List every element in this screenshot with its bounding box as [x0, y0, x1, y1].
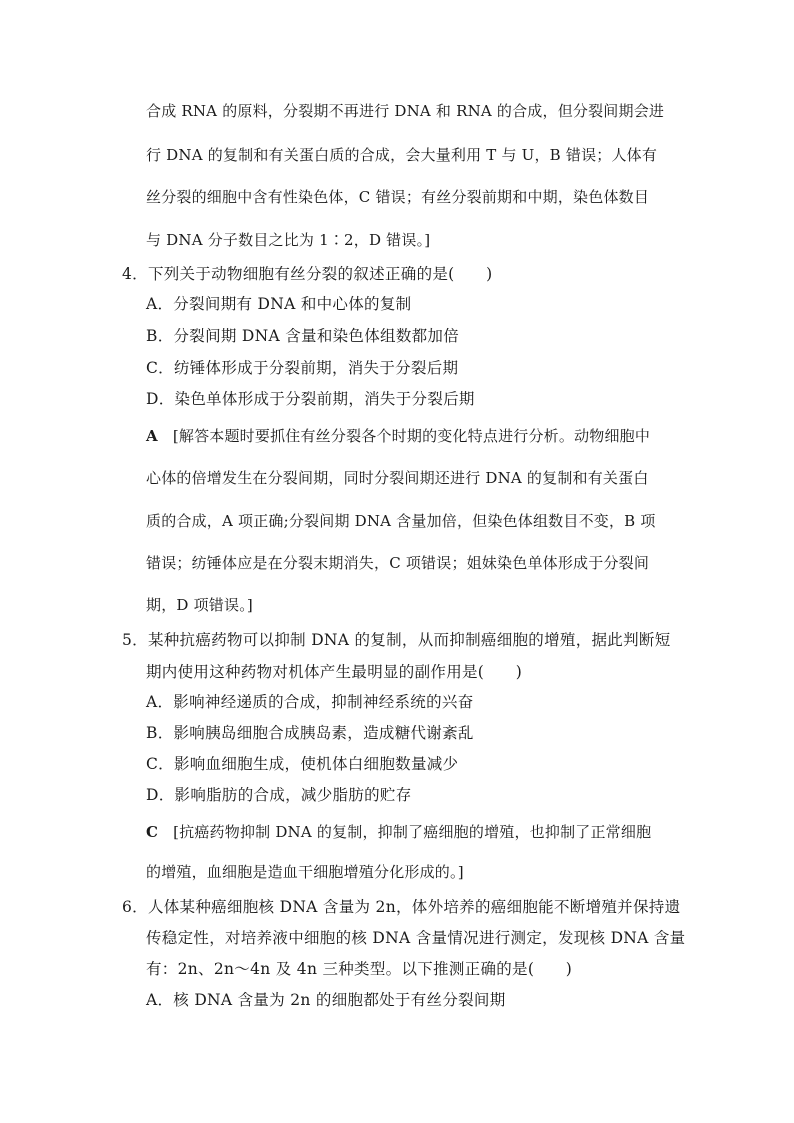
question-6-stem-line-3: 有：2n、2n～4n 及 4n 三种类型。以下推测正确的是( ) [146, 960, 573, 978]
question-4-stem: 4．下列关于动物细胞有丝分裂的叙述正确的是( ) [122, 265, 493, 283]
question-4-answer-text-1: [解答本题时要抓住有丝分裂各个时期的变化特点进行分析。动物细胞中 [172, 427, 651, 445]
question-5-stem-line-1: 5．某种抗癌药物可以抑制 DNA 的复制，从而抑制癌细胞的增殖，据此判断短 [122, 631, 671, 649]
question-5-answer-text-1: [抗癌药物抑制 DNA 的复制，抑制了癌细胞的增殖，也抑制了正常细胞 [173, 823, 652, 841]
question-4-option-d: D．染色单体形成于分裂前期，消失于分裂后期 [146, 390, 475, 408]
question-5-option-a: A．影响神经递质的合成，抑制神经系统的兴奋 [146, 693, 474, 711]
question-5-option-d: D．影响脂肪的合成，减少脂肪的贮存 [146, 786, 412, 804]
question-5-answer-line-2: 的增殖，血细胞是造血干细胞增殖分化形成的。] [146, 863, 464, 881]
question-5-stem-line-2: 期内使用这种药物对机体产生最明显的副作用是( ) [146, 663, 523, 681]
question-6-stem-line-2: 传稳定性，对培养液中细胞的核 DNA 含量情况进行测定，发现核 DNA 含量 [146, 929, 686, 947]
question-4-answer-line-2: 心体的倍增发生在分裂间期，同时分裂间期还进行 DNA 的复制和有关蛋白 [146, 469, 649, 487]
question-5-answer-letter: C [146, 823, 159, 841]
question-4-option-b: B．分裂间期 DNA 含量和染色体组数都加倍 [146, 327, 460, 345]
question-5-option-b: B．影响胰岛细胞合成胰岛素，造成糖代谢紊乱 [146, 724, 474, 742]
question-5-answer-line-1 [146, 822, 651, 842]
prev-answer-line-2: 行 DNA 的复制和有关蛋白质的合成，会大量利用 T 与 U，B 错误；人体有 [146, 146, 658, 164]
prev-answer-line-1: 合成 RNA 的原料，分裂期不再进行 DNA 和 RNA 的合成，但分裂间期会进 [146, 102, 665, 120]
question-4-answer-line-3: 质的合成，A 项正确;分裂间期 DNA 含量加倍，但染色体组数目不变，B 项 [146, 512, 656, 530]
question-6-stem-line-1: 6．人体某种癌细胞核 DNA 含量为 2n，体外培养的癌细胞能不断增殖并保持遗 [122, 898, 681, 916]
question-4-answer-line-4: 错误；纺锤体应是在分裂末期消失，C 项错误；姐妹染色单体形成于分裂间 [146, 554, 650, 572]
question-4-option-c: C．纺锤体形成于分裂前期，消失于分裂后期 [146, 359, 459, 377]
question-4-answer-line-5: 期，D 项错误。] [146, 596, 253, 614]
prev-answer-line-4: 与 DNA 分子数目之比为 1∶2，D 错误。] [146, 231, 431, 249]
question-4-answer-line-1 [146, 426, 650, 446]
question-4-option-a: A．分裂间期有 DNA 和中心体的复制 [146, 295, 412, 313]
question-5-option-c: C．影响血细胞生成，使机体白细胞数量减少 [146, 755, 459, 773]
prev-answer-line-3: 丝分裂的细胞中含有性染色体，C 错误；有丝分裂前期和中期，染色体数目 [146, 188, 650, 206]
question-4-answer-letter: A [146, 427, 158, 445]
question-6-option-a: A．核 DNA 含量为 2n 的细胞都处于有丝分裂间期 [146, 991, 506, 1009]
